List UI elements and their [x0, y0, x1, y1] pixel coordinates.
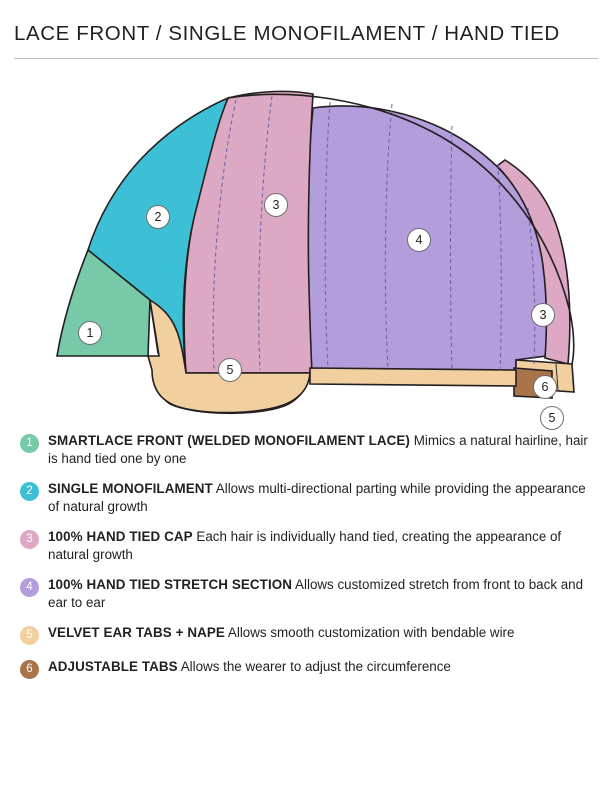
legend-badge-6: 6 [20, 660, 39, 679]
legend-desc-6: Allows the wearer to adjust the circumference [177, 659, 451, 674]
legend-title-2: SINGLE MONOFILAMENT [48, 481, 213, 496]
legend-item-1 [20, 432, 596, 467]
legend-title-3: 100% HAND TIED CAP [48, 529, 193, 544]
diagram-badge-3-right[interactable]: 3 [531, 303, 555, 327]
legend-desc-3: Each hair is individually hand tied, creating the appearance of natural growth [48, 529, 562, 562]
legend-desc-1: Mimics a natural hairline, hair is hand tied one by one [48, 433, 588, 466]
diagram-badge-6[interactable]: 6 [533, 375, 557, 399]
legend-item-2 [20, 480, 596, 515]
legend-badge-3: 3 [20, 530, 39, 549]
legend-text-6 [48, 658, 451, 676]
legend-title-4: 100% HAND TIED STRETCH SECTION [48, 577, 293, 592]
page-title: LACE FRONT / SINGLE MONOFILAMENT / HAND TIED [14, 22, 560, 45]
legend-desc-2: Allows multi-directional parting while providing the appearance of natural growth [48, 481, 586, 514]
diagram-badge-5-nape[interactable]: 5 [218, 358, 242, 382]
legend-desc-4: Allows customized stretch from front to back and ear to ear [48, 577, 584, 610]
diagram-badge-3-top[interactable]: 3 [264, 193, 288, 217]
diagram-badge-4[interactable]: 4 [407, 228, 431, 252]
legend-item-6 [20, 658, 596, 679]
legend-text-1 [48, 432, 593, 467]
legend-item-5 [20, 624, 596, 645]
legend-badge-2: 2 [20, 482, 39, 501]
title-divider [14, 58, 598, 59]
legend-list [20, 432, 596, 692]
region-nape-bar [310, 368, 516, 386]
legend-item-3 [20, 528, 596, 563]
legend-title-5: VELVET EAR TABS + NAPE [48, 625, 225, 640]
legend-text-3 [48, 528, 593, 563]
wig-cap-diagram [0, 68, 612, 428]
legend-text-2 [48, 480, 593, 515]
wig-cap-svg [0, 68, 612, 428]
legend-badge-4: 4 [20, 578, 39, 597]
legend-item-4 [20, 576, 596, 611]
diagram-badge-2[interactable]: 2 [146, 205, 170, 229]
legend-badge-5: 5 [20, 626, 39, 645]
legend-text-4 [48, 576, 593, 611]
legend-title-1: SMARTLACE FRONT (WELDED MONOFILAMENT LACE) [48, 433, 410, 448]
diagram-badge-1[interactable]: 1 [78, 321, 102, 345]
legend-badge-1: 1 [20, 434, 39, 453]
legend-text-5 [48, 624, 514, 642]
diagram-badge-5-right[interactable]: 5 [540, 406, 564, 430]
legend-title-6: ADJUSTABLE TABS [48, 659, 178, 674]
legend-desc-5: Allows smooth customization with bendable wire [224, 625, 515, 640]
